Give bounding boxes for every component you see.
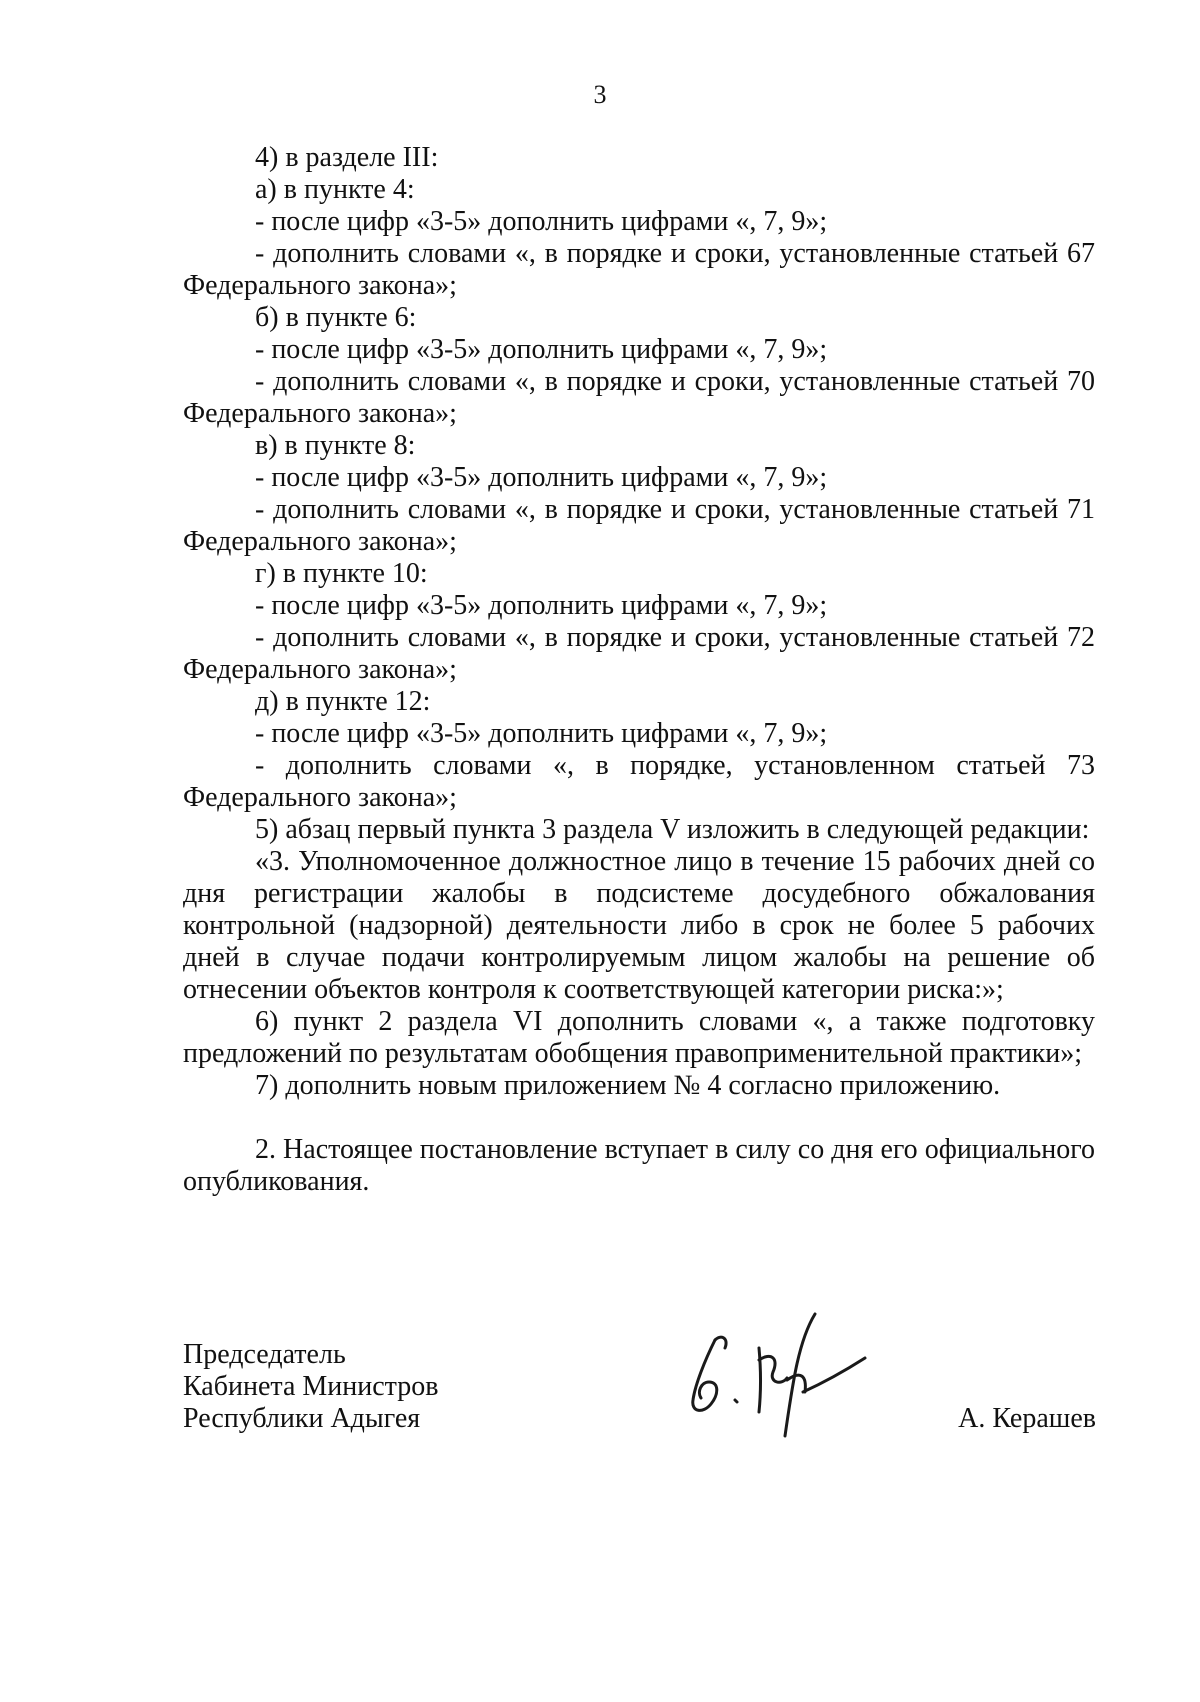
final-clause: 2. Настоящее постановление вступает в силу со дня его официального опубликования. bbox=[183, 1134, 1095, 1197]
amendment-line: - после цифр «3-5» дополнить цифрами «, 7, 9»; bbox=[255, 334, 828, 365]
amendment-line: - дополнить словами «, в порядке и сроки, установленные статьей 72 Федерального закона»; bbox=[183, 622, 1095, 685]
signatory-title-line: Председатель bbox=[183, 1339, 346, 1370]
amendment-item-a: а) в пункте 4: bbox=[255, 174, 415, 205]
amendment-line: - дополнить словами «, в порядке и сроки, установленные статьей 71 Федерального закона»; bbox=[183, 494, 1095, 557]
amendment-item-g: г) в пункте 10: bbox=[255, 558, 428, 589]
handwritten-signature bbox=[675, 1300, 875, 1440]
amendment-line: - после цифр «3-5» дополнить цифрами «, 7, 9»; bbox=[255, 590, 828, 621]
amendment-section-5: 5) абзац первый пункта 3 раздела V изложить в следующей редакции: bbox=[255, 814, 1090, 845]
amendment-section-3: 4) в разделе III: bbox=[255, 142, 439, 173]
amendment-line: - после цифр «3-5» дополнить цифрами «, 7, 9»; bbox=[255, 206, 828, 237]
amendment-item-b: б) в пункте 6: bbox=[255, 302, 417, 333]
amendment-section-6: 6) пункт 2 раздела VI дополнить словами «, а также подготовку предложений по результатам обобщения правоприменительной практики»; bbox=[183, 1006, 1095, 1069]
page-number: 3 bbox=[593, 80, 607, 109]
document-body bbox=[183, 142, 1095, 1198]
amendment-line: - дополнить словами «, в порядке и сроки, установленные статьей 70 Федерального закона»; bbox=[183, 366, 1095, 429]
amendment-line: - после цифр «3-5» дополнить цифрами «, 7, 9»; bbox=[255, 718, 828, 749]
amendment-item-d: д) в пункте 12: bbox=[255, 686, 431, 717]
amendment-line: - после цифр «3-5» дополнить цифрами «, 7, 9»; bbox=[255, 462, 828, 493]
amendment-item-v: в) в пункте 8: bbox=[255, 430, 416, 461]
amendment-section-7: 7) дополнить новым приложением № 4 согласно приложению. bbox=[255, 1070, 1001, 1101]
signatory-title bbox=[183, 1339, 438, 1435]
signatory-title-line: Республики Адыгея bbox=[183, 1403, 421, 1434]
signatory-title-line: Кабинета Министров bbox=[183, 1371, 439, 1402]
amendment-quoted-text: «3. Уполномоченное должностное лицо в течение 15 рабочих дней со дня регистрации жалобы в подсистеме досудебного обжалования контрольной (надзорной) деятельности либо в срок не более 5 рабочих дней в случае подачи контролируемым лицом жалобы на решение об отнесении объектов контроля к соответствующей категории риска:»; bbox=[183, 846, 1095, 1005]
amendment-line: - дополнить словами «, в порядке, установленном статьей 73 Федерального закона»; bbox=[183, 750, 1095, 813]
amendment-line: - дополнить словами «, в порядке и сроки, установленные статьей 67 Федерального закона»; bbox=[183, 238, 1095, 301]
signatory-name: А. Керашев bbox=[958, 1403, 1096, 1434]
